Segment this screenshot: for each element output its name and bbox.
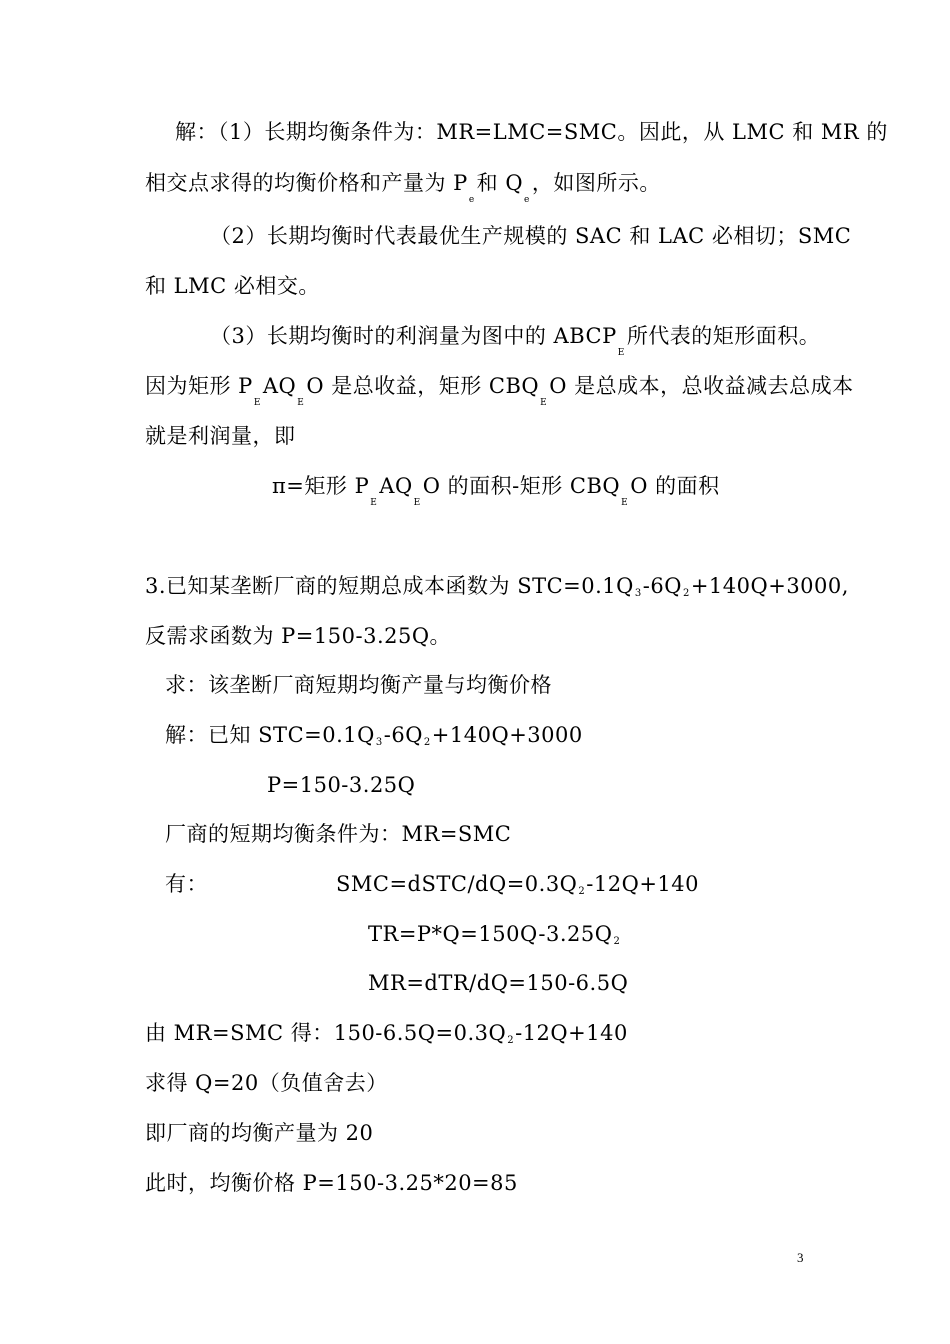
solution-equation: 由 MR=SMC 得：150-6.5Q=0.3Q2-12Q+140 — [145, 1021, 628, 1046]
solution-condition: 厂商的短期均衡条件为：MR=SMC — [165, 822, 512, 846]
part2-p3-line1: （3）长期均衡时的利润量为图中的 ABCPE所代表的矩形面积。 — [210, 324, 821, 358]
part2-p1-line2: 相交点求得的均衡价格和产量为 Pe和 Qe，如图所示。 — [145, 171, 661, 205]
problem3-question-line1: 3.已知某垄断厂商的短期总成本函数为 STC=0.1Q3-6Q2+140Q+3000, — [145, 574, 849, 599]
solution-given-stc: 解：已知 STC=0.1Q3-6Q2+140Q+3000 — [165, 723, 583, 748]
solution-price: 此时，均衡价格 P=150-3.25*20=85 — [145, 1171, 518, 1195]
solution-mr: MR=dTR/dQ=150-6.5Q — [368, 971, 629, 995]
problem3-ask: 求：该垄断厂商短期均衡产量与均衡价格 — [165, 673, 552, 697]
part2-p2-line2: 和 LMC 必相交。 — [145, 274, 320, 298]
problem3-question-line2: 反需求函数为 P=150-3.25Q。 — [145, 624, 452, 648]
solution-output: 即厂商的均衡产量为 20 — [145, 1121, 374, 1145]
solution-smc: SMC=dSTC/dQ=0.3Q2-12Q+140 — [336, 872, 699, 897]
profit-formula: π=矩形 PEAQEO 的面积-矩形 CBQEO 的面积 — [272, 474, 720, 508]
solution-you-label: 有： — [165, 872, 208, 896]
part2-p2-line1: （2）长期均衡时代表最优生产规模的 SAC 和 LAC 必相切；SMC — [210, 224, 852, 248]
solution-given-p: P=150-3.25Q — [267, 773, 416, 797]
part2-p3-line2: 因为矩形 PEAQEO 是总收益，矩形 CBQEO 是总成本，总收益减去总成本 — [145, 374, 854, 408]
part2-p3-line3: 就是利润量，即 — [145, 424, 296, 448]
solution-tr: TR=P*Q=150Q-3.25Q2 — [368, 922, 621, 947]
page-number: 3 — [797, 1250, 804, 1265]
part2-p1-line1: 解：（1）长期均衡条件为：MR=LMC=SMC。因此，从 LMC 和 MR 的 — [175, 120, 888, 144]
solution-q-result: 求得 Q=20（负值舍去） — [145, 1071, 388, 1095]
